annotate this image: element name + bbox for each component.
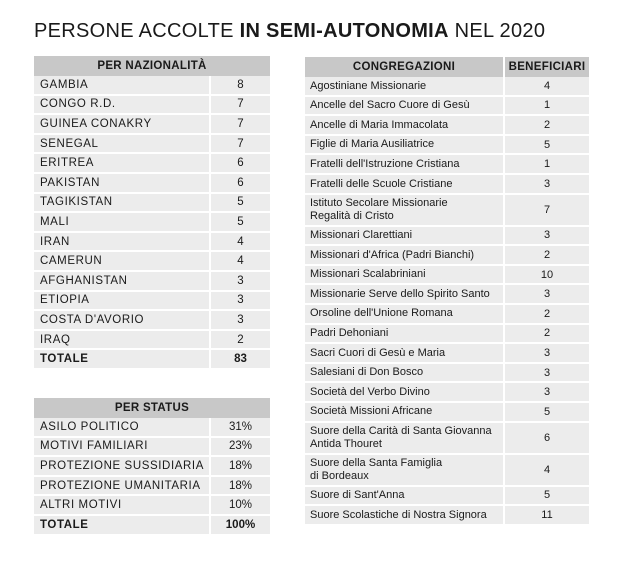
nationality-row-value: 7	[211, 115, 270, 135]
nationality-row-label: CONGO R.D.	[34, 96, 211, 116]
nationality-row	[34, 233, 270, 253]
nationality-row	[34, 135, 270, 155]
congregation-row-value: 2	[505, 116, 589, 136]
nationality-row-label: CAMERUN	[34, 252, 211, 272]
congregation-row	[305, 305, 589, 325]
nationality-row-value: 5	[211, 194, 270, 214]
congregation-row	[305, 266, 589, 286]
total-value: 100%	[211, 516, 270, 536]
nationality-row-label: ETIOPIA	[34, 292, 211, 312]
congregation-row	[305, 487, 589, 507]
nationality-row	[34, 194, 270, 214]
status-row-label: PROTEZIONE UMANITARIA	[34, 477, 211, 497]
congregation-row-value: 1	[505, 155, 589, 175]
nationality-row-value: 3	[211, 311, 270, 331]
nationality-row-label: IRAN	[34, 233, 211, 253]
status-row-value: 10%	[211, 496, 270, 516]
status-row	[34, 477, 270, 497]
nationality-row-value: 6	[211, 154, 270, 174]
status-row-value: 18%	[211, 477, 270, 497]
status-row-label: PROTEZIONE SUSSIDIARIA	[34, 457, 211, 477]
congregation-row-label: Missionarie Serve dello Spirito Santo	[305, 285, 505, 305]
congregation-row-label: Ancelle del Sacro Cuore di Gesù	[305, 97, 505, 117]
congregation-row-label: Salesiani di Don Bosco	[305, 364, 505, 384]
congregation-row	[305, 423, 589, 455]
nationality-table	[34, 56, 270, 370]
congregation-row-label: Fratelli delle Scuole Cristiane	[305, 175, 505, 195]
congregation-row-label: Agostiniane Missionarie	[305, 77, 505, 97]
nationality-row-label: COSTA D'AVORIO	[34, 311, 211, 331]
nationality-row	[34, 96, 270, 116]
congregation-row	[305, 77, 589, 97]
congregations-header-name: CONGREGAZIONI	[305, 57, 505, 77]
congregation-row-label: Sacri Cuori di Gesù e Maria	[305, 344, 505, 364]
nationality-row	[34, 311, 270, 331]
congregation-row-value: 2	[505, 325, 589, 345]
congregation-row	[305, 344, 589, 364]
nationality-row-label: AFGHANISTAN	[34, 272, 211, 292]
title-bold: IN SEMI-AUTONOMIA	[239, 20, 449, 42]
congregation-row-value: 10	[505, 266, 589, 286]
congregation-row	[305, 325, 589, 345]
nationality-row-label: IRAQ	[34, 331, 211, 351]
congregation-row	[305, 175, 589, 195]
congregation-row-value: 3	[505, 227, 589, 247]
congregation-row-value: 3	[505, 285, 589, 305]
congregation-row-value: 3	[505, 383, 589, 403]
congregation-row-value: 2	[505, 246, 589, 266]
congregation-row	[305, 403, 589, 423]
nationality-row	[34, 154, 270, 174]
nationality-row-label: TAGIKISTAN	[34, 194, 211, 214]
nationality-row	[34, 252, 270, 272]
nationality-row	[34, 331, 270, 351]
nationality-row	[34, 115, 270, 135]
nationality-row-value: 8	[211, 76, 270, 96]
title-suffix: NEL 2020	[448, 20, 546, 42]
congregation-row-value: 11	[505, 506, 589, 526]
congregation-row-label: Ancelle di Maria Immacolata	[305, 116, 505, 136]
nationality-row-value: 6	[211, 174, 270, 194]
congregation-row	[305, 364, 589, 384]
congregation-row	[305, 285, 589, 305]
congregation-row	[305, 506, 589, 526]
congregation-row-label: Società Missioni Africane	[305, 403, 505, 423]
total-label: TOTALE	[34, 516, 211, 536]
nationality-row	[34, 174, 270, 194]
status-row	[34, 438, 270, 458]
congregation-row-value: 3	[505, 344, 589, 364]
nationality-row	[34, 272, 270, 292]
congregation-row-value: 2	[505, 305, 589, 325]
congregation-row-value: 4	[505, 455, 589, 487]
nationality-row-value: 7	[211, 96, 270, 116]
congregation-row-label: Orsoline dell'Unione Romana	[305, 305, 505, 325]
nationality-row-value: 3	[211, 292, 270, 312]
total-row	[34, 350, 270, 370]
status-row-value: 23%	[211, 438, 270, 458]
congregation-row	[305, 227, 589, 247]
congregation-row	[305, 455, 589, 487]
nationality-row-label: MALI	[34, 213, 211, 233]
congregation-row	[305, 195, 589, 227]
nationality-row-value: 5	[211, 213, 270, 233]
congregation-row-label: Suore della Carità di Santa Giovanna Antida Thouret	[305, 423, 505, 455]
nationality-row-label: GAMBIA	[34, 76, 211, 96]
nationality-row-value: 3	[211, 272, 270, 292]
congregation-row-label: Fratelli dell'Istruzione Cristiana	[305, 155, 505, 175]
total-value: 83	[211, 350, 270, 370]
nationality-header: PER NAZIONALITÀ	[34, 56, 270, 76]
congregation-row-label: Suore della Santa Famiglia di Bordeaux	[305, 455, 505, 487]
congregation-row-label: Suore di Sant'Anna	[305, 487, 505, 507]
nationality-row	[34, 76, 270, 96]
congregation-row	[305, 116, 589, 136]
status-row-value: 18%	[211, 457, 270, 477]
nationality-row-value: 4	[211, 252, 270, 272]
congregation-row-label: Istituto Secolare Missionarie Regalità di Cristo	[305, 195, 505, 227]
congregation-row	[305, 246, 589, 266]
congregation-row-value: 6	[505, 423, 589, 455]
congregation-row	[305, 136, 589, 156]
nationality-row-value: 4	[211, 233, 270, 253]
nationality-row-value: 2	[211, 331, 270, 351]
congregations-header-value: BENEFICIARI	[505, 57, 589, 77]
congregation-row-label: Missionari d'Africa (Padri Bianchi)	[305, 246, 505, 266]
nationality-row	[34, 213, 270, 233]
status-row-label: ASILO POLITICO	[34, 418, 211, 438]
congregation-row-label: Missionari Clarettiani	[305, 227, 505, 247]
status-row-label: MOTIVI FAMILIARI	[34, 438, 211, 458]
nationality-row-label: GUINEA CONAKRY	[34, 115, 211, 135]
congregation-row-value: 7	[505, 195, 589, 227]
title-prefix: PERSONE ACCOLTE	[34, 20, 240, 42]
congregation-row-label: Suore Scolastiche di Nostra Signora	[305, 506, 505, 526]
page-title	[34, 20, 545, 43]
congregation-row-label: Padri Dehoniani	[305, 325, 505, 345]
nationality-row-label: ERITREA	[34, 154, 211, 174]
congregation-row	[305, 97, 589, 117]
status-row	[34, 457, 270, 477]
status-row	[34, 418, 270, 438]
congregation-row-value: 5	[505, 403, 589, 423]
congregation-row-value: 1	[505, 97, 589, 117]
congregation-row	[305, 383, 589, 403]
nationality-row-label: PAKISTAN	[34, 174, 211, 194]
total-row	[34, 516, 270, 536]
nationality-row-label: SENEGAL	[34, 135, 211, 155]
congregation-row-value: 5	[505, 136, 589, 156]
congregation-row-label: Società del Verbo Divino	[305, 383, 505, 403]
nationality-row-value: 7	[211, 135, 270, 155]
nationality-row	[34, 292, 270, 312]
congregation-row-label: Figlie di Maria Ausiliatrice	[305, 136, 505, 156]
total-label: TOTALE	[34, 350, 211, 370]
congregation-row-value: 3	[505, 175, 589, 195]
congregation-row-value: 4	[505, 77, 589, 97]
status-row	[34, 496, 270, 516]
congregation-row-label: Missionari Scalabriniani	[305, 266, 505, 286]
status-header: PER STATUS	[34, 398, 270, 418]
status-table	[34, 398, 270, 536]
status-row-label: ALTRI MOTIVI	[34, 496, 211, 516]
congregation-row-value: 3	[505, 364, 589, 384]
congregation-row-value: 5	[505, 487, 589, 507]
congregation-row	[305, 155, 589, 175]
congregations-table	[305, 57, 589, 526]
status-row-value: 31%	[211, 418, 270, 438]
